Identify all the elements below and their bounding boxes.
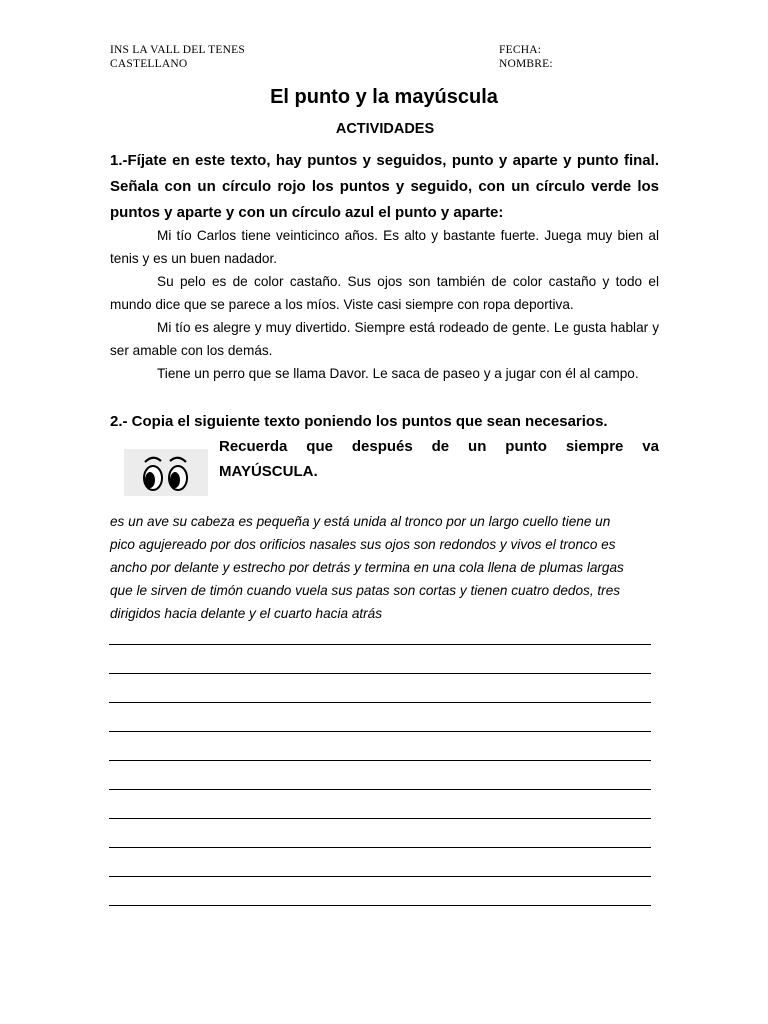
exercise-1-instruction: 1.-Fíjate en este texto, hay puntos y seguidos, punto y aparte y punto final. Señala con un círculo rojo los puntos y seguido, con un círculo verde los puntos y aparte y con un círculo azul el punto y aparte:	[110, 152, 659, 221]
writing-line[interactable]	[109, 848, 651, 877]
writing-line[interactable]	[109, 819, 651, 848]
writing-line[interactable]	[109, 761, 651, 790]
passage-line: que le sirven de timón cuando vuela sus patas son cortas y tienen cuatro dedos, tres	[110, 583, 621, 598]
date-label: FECHA:	[499, 44, 542, 56]
school-name: INS LA VALL DEL TENES	[110, 44, 245, 56]
passage-line: dirigidos hacia delante y el cuarto hacia atrás	[110, 606, 383, 621]
writing-line[interactable]	[109, 674, 651, 703]
reading-paragraph: Tiene un perro que se llama Davor. Le saca de paseo y a jugar con él al campo.	[157, 366, 639, 381]
writing-line[interactable]	[109, 732, 651, 761]
reminder-text	[219, 434, 659, 484]
subject-name: CASTELLANO	[110, 58, 188, 70]
activities-heading	[0, 121, 768, 137]
reminder-word: siempre	[565, 438, 624, 455]
reading-paragraph: Su pelo es de color castaño. Sus ojos son también de color castaño y todo el mundo dice que se parece a los míos. Viste casi siempre con ropa deportiva.	[110, 274, 659, 312]
reminder-line-2: MAYÚSCULA.	[219, 463, 318, 480]
reminder-word: que	[306, 438, 333, 455]
reading-paragraph: Mi tío es alegre y muy divertido. Siempre está rodeado de gente. Le gusta hablar y ser amable con los demás.	[110, 320, 659, 358]
passage-line: es un ave su cabeza es pequeña y está unida al tronco por un largo cuello tiene un	[110, 514, 611, 529]
eyes-icon	[124, 449, 208, 496]
writing-lines	[109, 644, 651, 906]
reminder-line-1	[219, 434, 659, 459]
writing-line[interactable]	[109, 877, 651, 906]
writing-line[interactable]	[109, 645, 651, 674]
writing-line[interactable]	[109, 703, 651, 732]
page-title: El punto y la mayúscula	[270, 86, 498, 108]
reminder-word: un	[468, 438, 487, 455]
reminder-word: de	[431, 438, 450, 455]
passage-line: pico agujereado por dos orificios nasales sus ojos son redondos y vivos el tronco es	[110, 537, 616, 552]
name-label: NOMBRE:	[499, 58, 553, 70]
passage-line: ancho por delante y estrecho por detrás y termina en una cola llena de plumas largas	[110, 560, 624, 575]
eyes-icon-graphic	[141, 453, 191, 493]
reading-paragraph: Mi tío Carlos tiene veinticinco años. Es alto y bastante fuerte. Juega muy bien al tenis y es un buen nadador.	[110, 228, 659, 266]
passage-to-copy	[110, 510, 659, 625]
reminder-word: va	[642, 438, 659, 455]
reminder-word: después	[351, 438, 413, 455]
reading-text	[110, 224, 659, 385]
activities-heading-text: ACTIVIDADES	[335, 121, 435, 137]
exercise-2-instruction: 2.- Copia el siguiente texto poniendo los puntos que sean necesarios.	[110, 413, 608, 430]
reminder-word: Recuerda	[219, 438, 288, 455]
writing-line[interactable]	[109, 790, 651, 819]
header-right	[499, 43, 553, 71]
reminder-word: punto	[505, 438, 547, 455]
header-left	[110, 43, 245, 71]
